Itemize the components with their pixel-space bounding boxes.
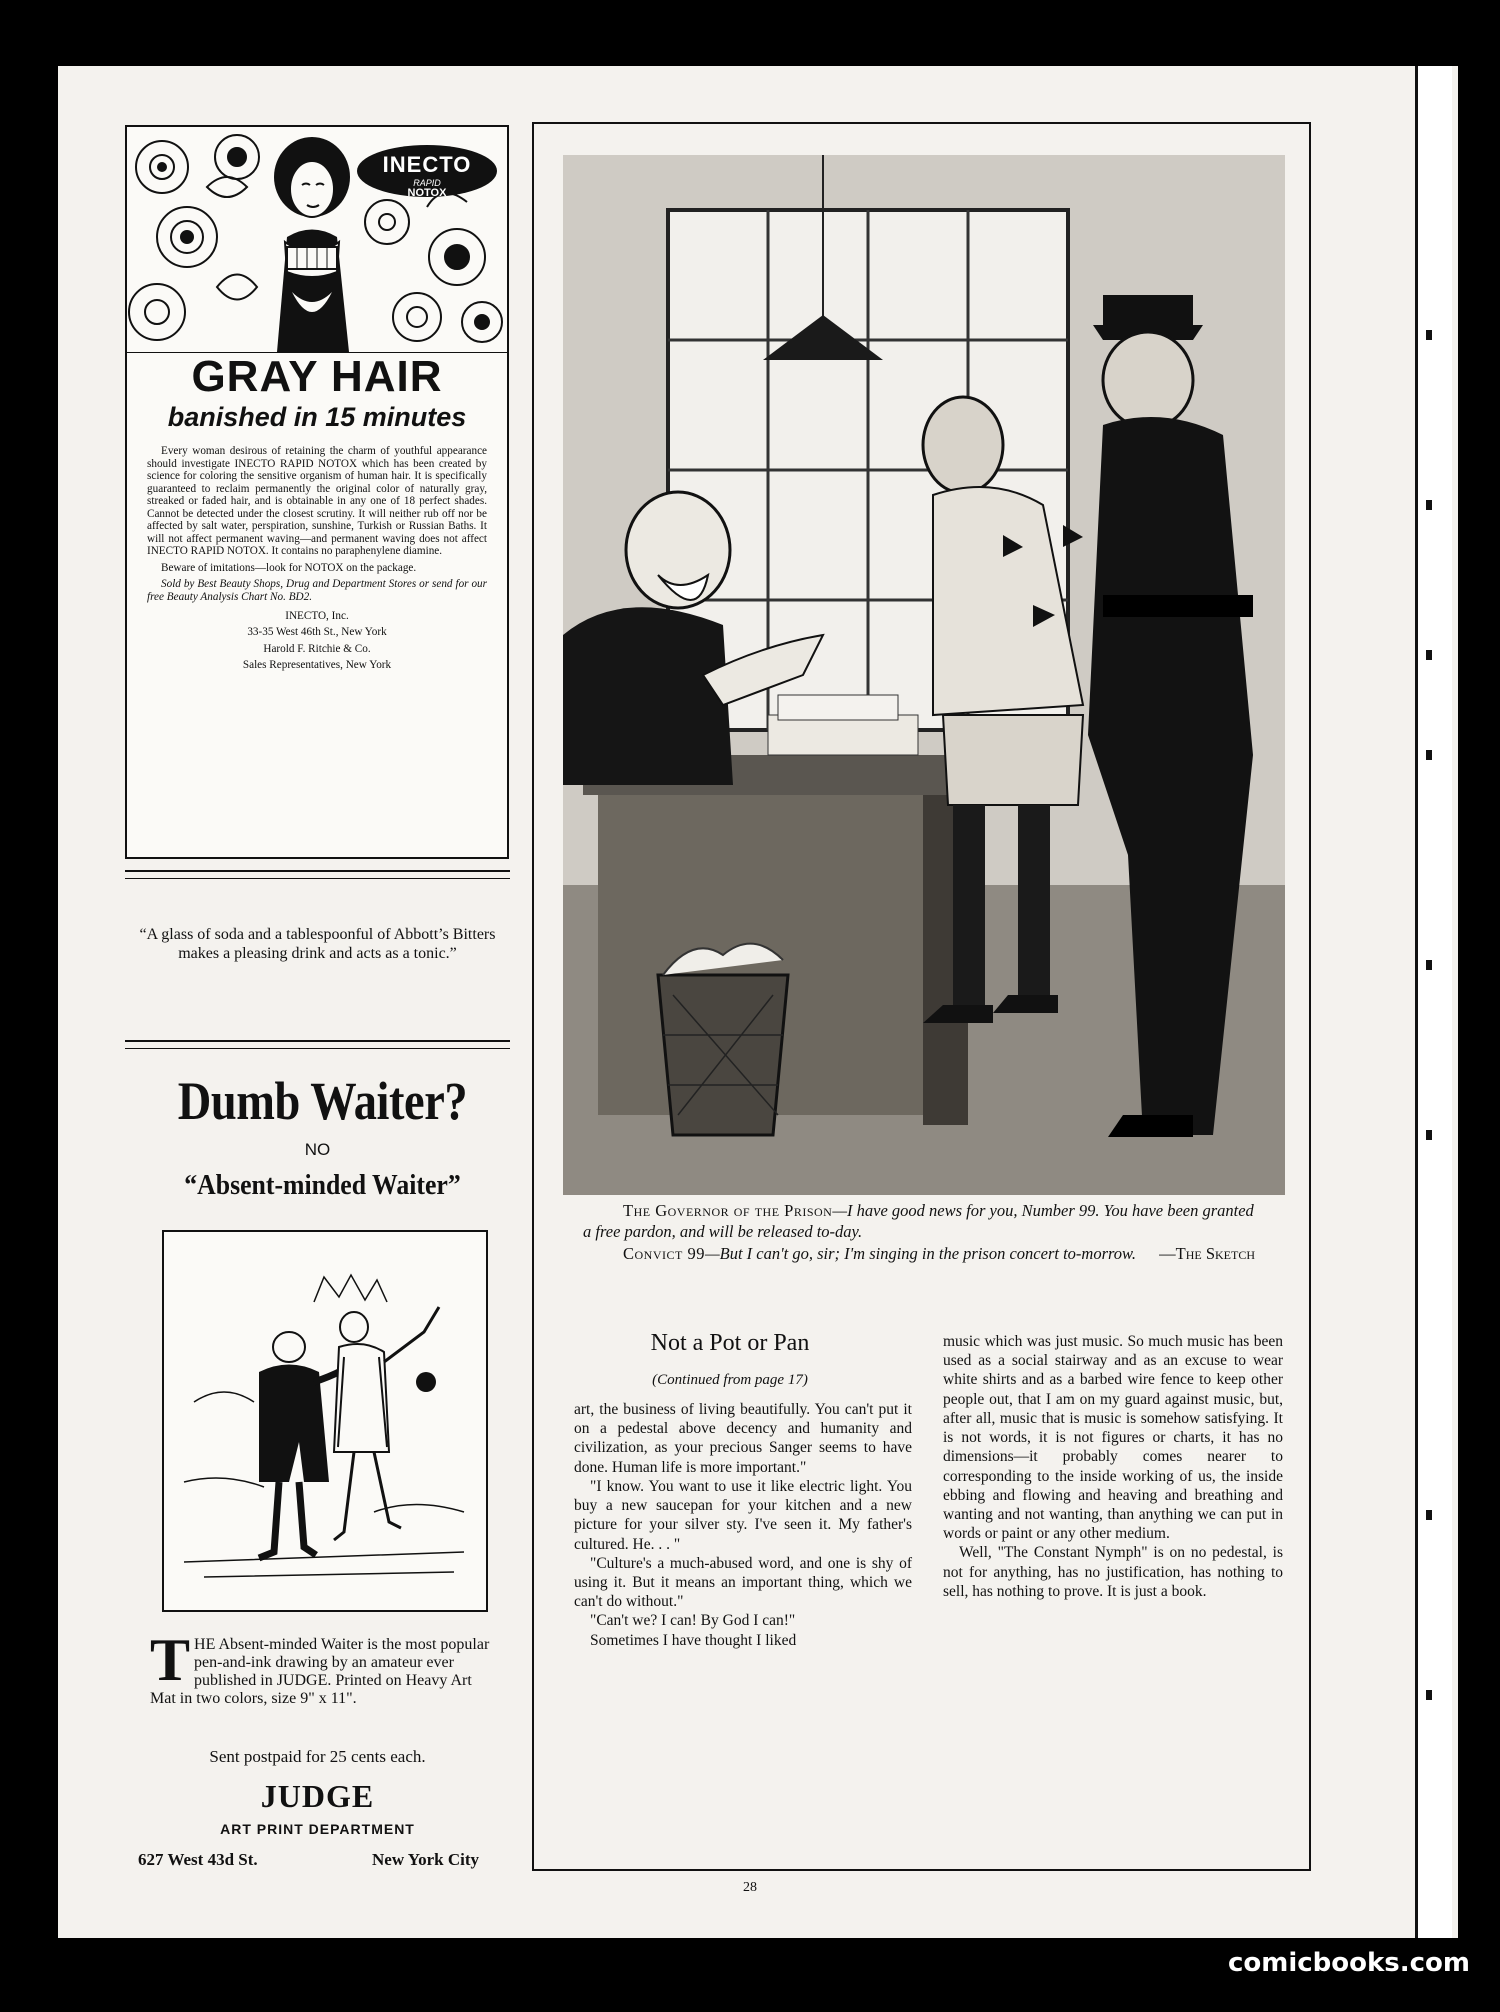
article-paragraph: Well, "The Constant Nymph" is on no pedestal, is not for anything, has no justification, has nothing to sell, has nothing to prove. It is just a book. — [943, 1544, 1283, 1600]
caption-governor-line: —I have good news for you, Number 99. You have been granted a free pardon, and will be released to-day. — [583, 1201, 1254, 1242]
article-paragraph: Sometimes I have thought I liked — [590, 1631, 797, 1649]
absent-minded-waiter-illustration — [162, 1230, 488, 1612]
dumb-waiter-title: Dumb Waiter? — [177, 1071, 468, 1131]
dumb-waiter-no: NO — [304, 1140, 331, 1159]
inecto-advertisement — [125, 125, 509, 859]
divider — [125, 878, 510, 879]
inecto-body-text: Every woman desirous of retaining the charm of youthful appearance should investigate INECTO RAPID NOTOX which has been created by science for coloring the sensitive organism of human hair. It is specifically guaranteed to reclaim permanently the original color of naturally gray, streaked or faded hair, and is obtainable in any one of 18 perfect shades. Cannot be detected under the closest scrutiny. It will neither rub off nor be affected by salt water, perspiration, sunshine, Turkish or Russian Baths. It will not affect permanent waving—and permanent waving does not affect INECTO RAPID NOTOX. It contains no paraphenylene diamine. — [147, 445, 487, 558]
cartoon-caption — [583, 1200, 1255, 1264]
caption-convict-line: —But I can't go, sir; I'm singing in the prison concert to-morrow. — [704, 1243, 1136, 1263]
inecto-headline: GRAY HAIR — [191, 352, 443, 401]
divider — [125, 1040, 510, 1042]
article-paragraph: "Can't we? I can! By God I can!" — [590, 1612, 796, 1630]
article-paragraph: music which was just music. So much music has been used as a social stairway and as an excuse to wear white shirts and as a barbed wire fence to keep other people out, that I am on my guard against music, but, after all, music that is music is somehow satisfying. It is not words, it is not figures or charts, it has no dimensions—it probably comes nearer to corresponding to the inside working of us, the inside ebbing and flowing and heaving and breathing and wanting and not wanting, than anything we can put in words or paint or any other medium. — [943, 1333, 1283, 1543]
art-print-department: ART PRINT DEPARTMENT — [220, 1821, 415, 1837]
inecto-address-4: Sales Representatives, New York — [242, 659, 392, 672]
absent-minded-waiter-subtitle: “Absent-minded Waiter” — [184, 1170, 461, 1201]
inecto-beware-text: Beware of imitations—look for NOTOX on the package. — [161, 561, 417, 574]
prison-cartoon-illustration — [563, 155, 1285, 1195]
inecto-address-1: INECTO, Inc. — [285, 609, 349, 622]
caption-speaker-convict: Convict 99 — [623, 1243, 705, 1263]
divider — [125, 870, 510, 872]
drop-cap: T — [150, 1627, 191, 1693]
page-number: 28 — [743, 1880, 757, 1895]
article-title: Not a Pot or Pan — [650, 1330, 810, 1356]
inecto-address-3: Harold F. Ritchie & Co. — [263, 642, 371, 655]
publisher-street: 627 West 43d St. — [138, 1850, 258, 1869]
article-continued-note: (Continued from page 17) — [652, 1372, 808, 1388]
caption-speaker-governor: The Governor of the Prison — [623, 1201, 833, 1220]
divider — [125, 1048, 510, 1049]
price-line: Sent postpaid for 25 cents each. — [209, 1747, 426, 1766]
abbott-bitters-quote: “A glass of soda and a tablespoonful of Abbott’s Bitters makes a pleasing drink and acts as a tonic.” — [139, 926, 496, 963]
absent-minded-waiter-description — [150, 1627, 500, 1708]
article-paragraph: art, the business of living beautifully. You can't put it on a pedestal above decency and humanity and civilization, as your precious Sanger seems to have done. Human life is more important." — [574, 1401, 912, 1476]
inecto-subheadline: banished in 15 minutes — [167, 402, 467, 432]
binding-marks — [1426, 330, 1432, 1730]
caption-source: —The Sketch — [1159, 1243, 1255, 1263]
judge-publisher: JUDGE — [260, 1778, 375, 1814]
inecto-body — [147, 445, 487, 676]
inecto-logo: INECTO RAPID NOTOX — [357, 145, 497, 197]
publisher-city: New York City — [372, 1850, 480, 1869]
article-paragraph: "Culture's a much-abused word, and one is shy of using it. But it means an important thing, which we can't do without." — [574, 1554, 912, 1611]
article-column-2 — [943, 1332, 1283, 1601]
facing-page-edge — [1415, 66, 1452, 1938]
inecto-sold-by-text: Sold by Best Beauty Shops, Drug and Department Stores or send for our free Beauty Analysis Chart No. BD2. — [147, 578, 487, 604]
article-column-1 — [574, 1400, 912, 1650]
dumb-waiter-body-text: HE Absent-minded Waiter is the most popular pen-and-ink drawing by an amateur ever published in JUDGE. Printed on Heavy Art Mat in two colors, size 9" x 11". — [150, 1636, 490, 1707]
site-watermark: comicbooks.com — [1227, 1948, 1470, 1978]
article-paragraph: "I know. You want to use it like electric light. You buy a new saucepan for your kitchen and a new picture for your silver sty. I've seen it. My father's cultured. He. . . " — [574, 1477, 912, 1553]
inecto-address-2: 33-35 West 46th St., New York — [247, 626, 387, 639]
